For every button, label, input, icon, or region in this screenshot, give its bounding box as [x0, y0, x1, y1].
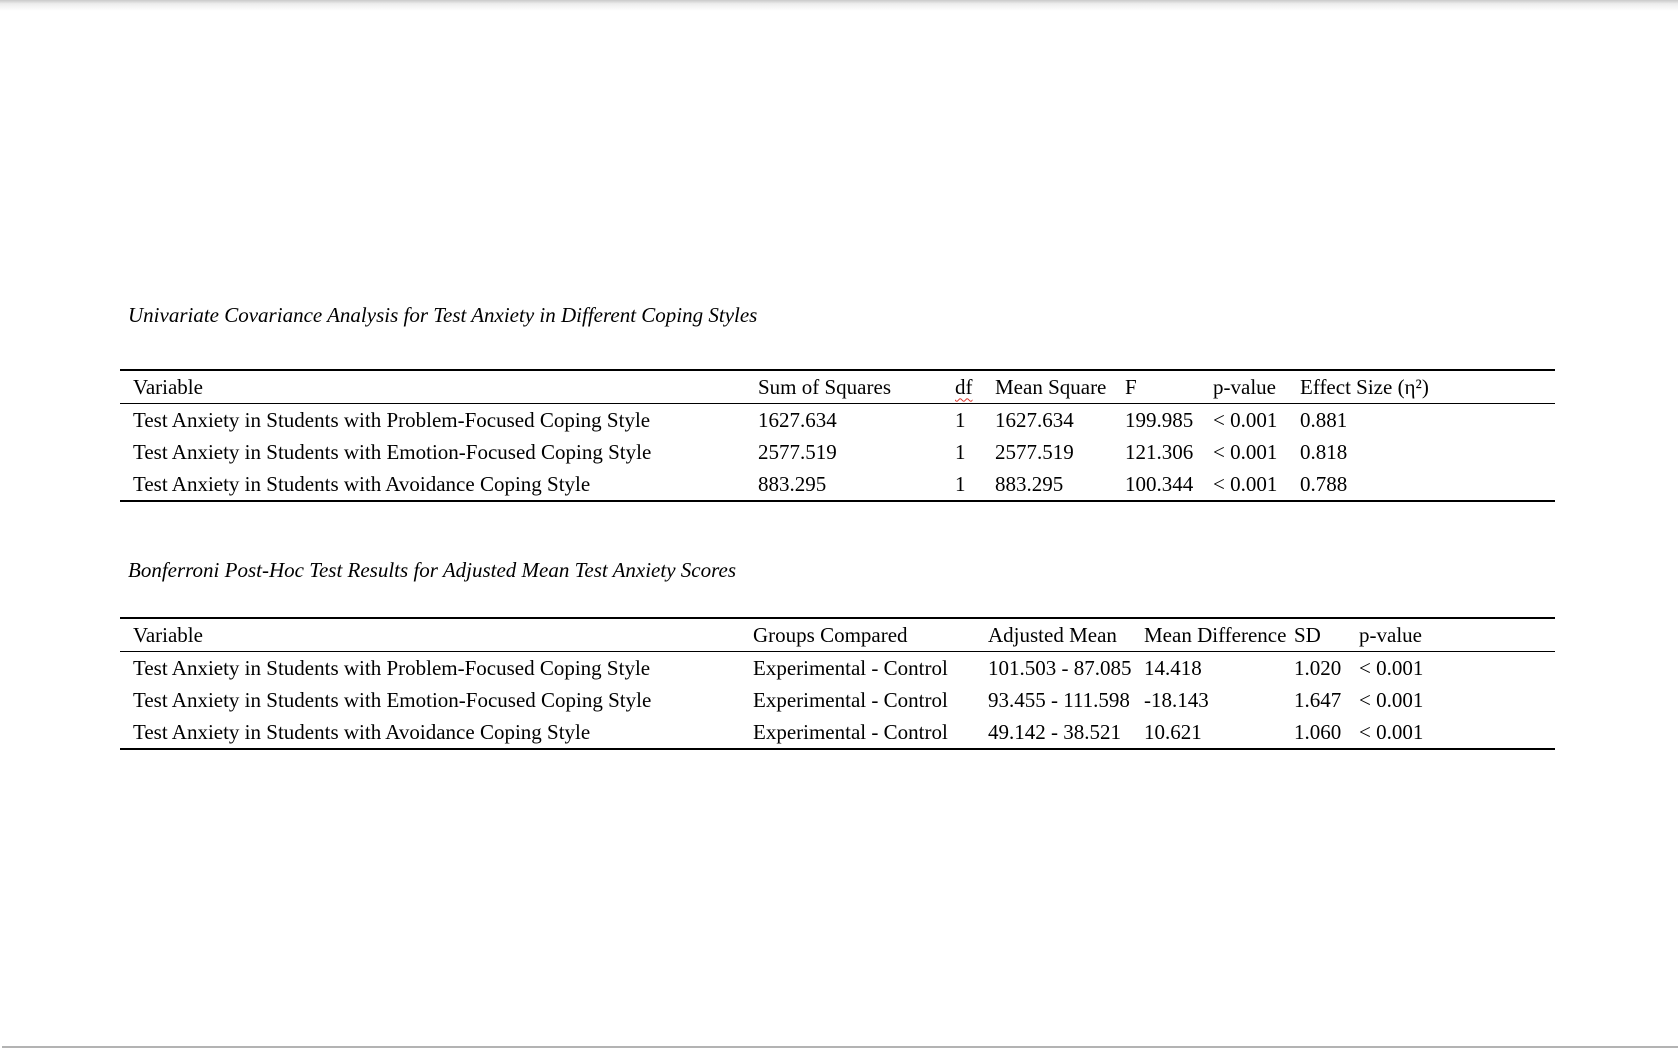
- ancova-header-row: [120, 370, 1555, 404]
- cell-p-value: < 0.001: [1359, 719, 1424, 744]
- cell-adjusted-mean: 101.503 - 87.085: [988, 655, 1132, 680]
- col-header-p-value: p-value: [1213, 374, 1276, 399]
- cell-p-value: < 0.001: [1359, 655, 1424, 680]
- cell-groups-compared: Experimental - Control: [753, 719, 948, 744]
- col-header-sd: SD: [1294, 622, 1321, 647]
- page-top-shadow: [0, 0, 1678, 11]
- col-header-variable: Variable: [133, 622, 203, 647]
- cell-groups-compared: Experimental - Control: [753, 655, 948, 680]
- cell-effect-size: 0.881: [1300, 407, 1348, 432]
- col-header-variable: Variable: [133, 374, 203, 399]
- cell-adjusted-mean: 49.142 - 38.521: [988, 719, 1121, 744]
- table-row: [120, 684, 1555, 716]
- cell-f: 100.344: [1125, 471, 1194, 496]
- table-row: [120, 716, 1555, 749]
- col-header-effect-size: Effect Size (η²): [1300, 374, 1429, 399]
- cell-variable: Test Anxiety in Students with Problem-Focused Coping Style: [133, 407, 651, 432]
- cell-sd: 1.020: [1294, 655, 1342, 680]
- cell-df: 1: [955, 407, 966, 432]
- col-header-mean-square: Mean Square: [995, 374, 1107, 399]
- table-row: [120, 436, 1555, 468]
- table-row: [120, 404, 1555, 437]
- cell-groups-compared: Experimental - Control: [753, 687, 948, 712]
- cell-mean-difference: 14.418: [1144, 655, 1202, 680]
- cell-sum-of-squares: 883.295: [758, 471, 827, 496]
- cell-p-value: < 0.001: [1213, 471, 1278, 496]
- table-row: [120, 468, 1555, 501]
- col-header-groups-compared: Groups Compared: [753, 622, 908, 647]
- page-bottom-edge: [2, 1046, 1678, 1048]
- spellcheck-squiggle-text: df: [955, 374, 973, 399]
- cell-sum-of-squares: 1627.634: [758, 407, 837, 432]
- cell-variable: Test Anxiety in Students with Problem-Focused Coping Style: [133, 655, 651, 680]
- cell-f: 121.306: [1125, 439, 1194, 464]
- cell-df: 1: [955, 471, 966, 496]
- cell-p-value: < 0.001: [1359, 687, 1424, 712]
- table-row: [120, 652, 1555, 685]
- col-header-adjusted-mean: Adjusted Mean: [988, 622, 1117, 647]
- cell-sd: 1.060: [1294, 719, 1342, 744]
- cell-effect-size: 0.818: [1300, 439, 1348, 464]
- cell-p-value: < 0.001: [1213, 439, 1278, 464]
- cell-df: 1: [955, 439, 966, 464]
- col-header-sum-of-squares: Sum of Squares: [758, 374, 891, 399]
- posthoc-table: [120, 617, 1555, 750]
- col-header-mean-difference: Mean Difference: [1144, 622, 1287, 647]
- cell-sd: 1.647: [1294, 687, 1342, 712]
- cell-p-value: < 0.001: [1213, 407, 1278, 432]
- cell-variable: Test Anxiety in Students with Avoidance Coping Style: [133, 719, 591, 744]
- col-header-f: F: [1125, 374, 1137, 399]
- cell-sum-of-squares: 2577.519: [758, 439, 837, 464]
- cell-mean-square: 883.295: [995, 471, 1064, 496]
- col-header-df: [955, 370, 995, 404]
- posthoc-table-title: Bonferroni Post-Hoc Test Results for Adjusted Mean Test Anxiety Scores: [128, 558, 736, 582]
- cell-variable: Test Anxiety in Students with Emotion-Focused Coping Style: [133, 439, 652, 464]
- cell-effect-size: 0.788: [1300, 471, 1348, 496]
- cell-f: 199.985: [1125, 407, 1194, 432]
- col-header-p-value: p-value: [1359, 622, 1422, 647]
- cell-mean-difference: 10.621: [1144, 719, 1202, 744]
- cell-mean-difference: -18.143: [1144, 687, 1209, 712]
- cell-variable: Test Anxiety in Students with Emotion-Focused Coping Style: [133, 687, 652, 712]
- ancova-table: [120, 369, 1555, 502]
- cell-variable: Test Anxiety in Students with Avoidance Coping Style: [133, 471, 591, 496]
- posthoc-header-row: [120, 618, 1555, 652]
- cell-mean-square: 2577.519: [995, 439, 1074, 464]
- cell-mean-square: 1627.634: [995, 407, 1074, 432]
- ancova-table-title: Univariate Covariance Analysis for Test Anxiety in Different Coping Styles: [128, 303, 758, 327]
- cell-adjusted-mean: 93.455 - 111.598: [988, 687, 1130, 712]
